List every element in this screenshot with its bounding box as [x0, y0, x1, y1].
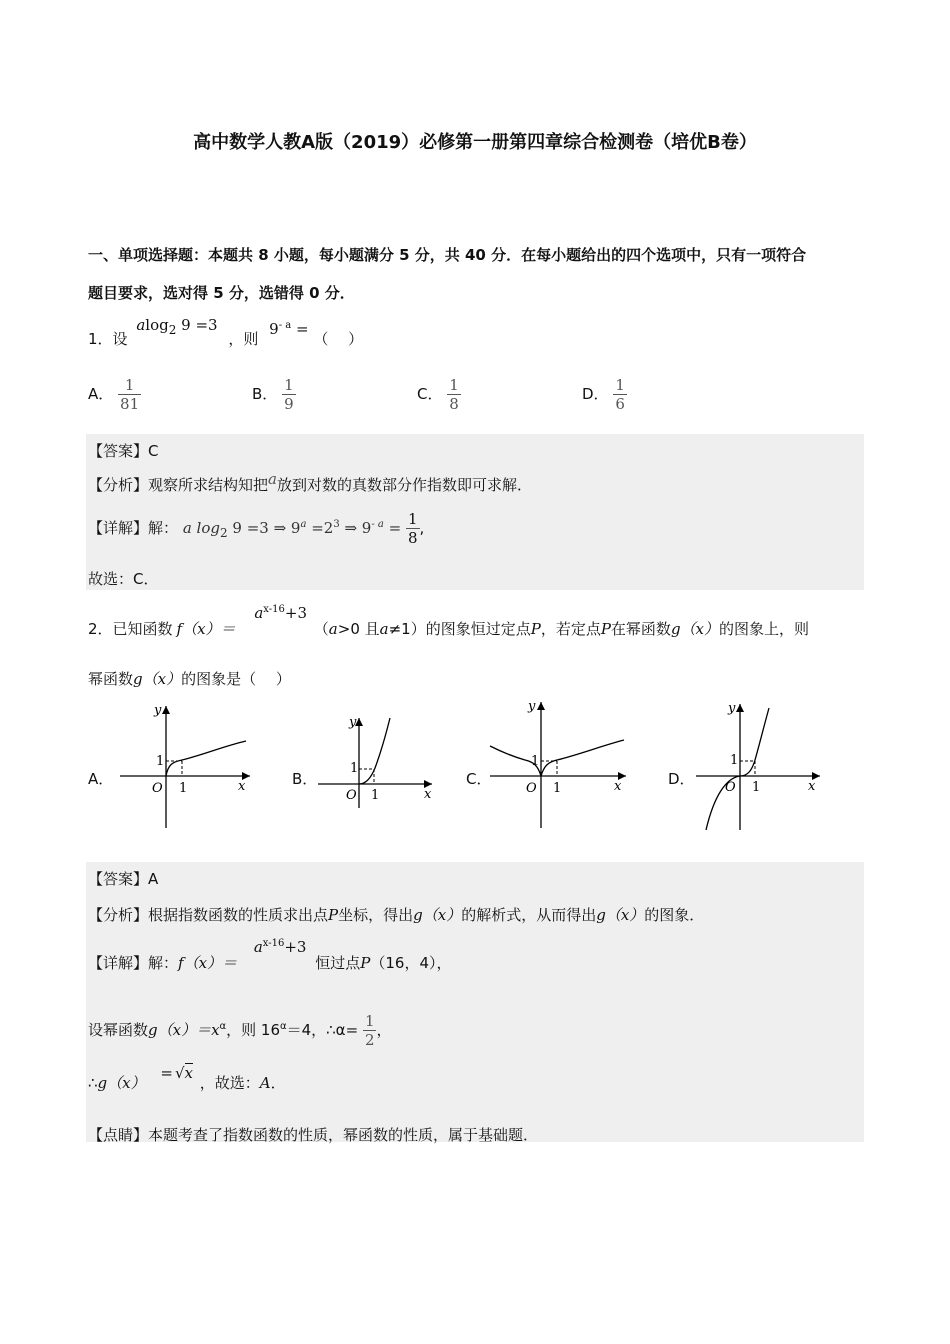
svg-text:1: 1 — [553, 781, 562, 796]
svg-text:1: 1 — [179, 781, 188, 796]
question-2-stem-line2: 幂函数g（x）的图象是（ ） — [88, 670, 291, 688]
svg-text:y: y — [728, 701, 736, 716]
svg-text:x: x — [424, 787, 432, 802]
target-expression: $9^{- a}$ = — [269, 320, 309, 338]
q1-option-b[interactable]: B． $\frac{1}{9}$ — [252, 376, 294, 413]
condition-formula: alog$_2$ 9 =3 — [136, 316, 218, 337]
q2-detail-result: ∴g（x） = √x ，故选：A． — [88, 1064, 286, 1092]
fraction: $\frac{1}{6}$ — [615, 376, 625, 413]
q2-answer: 【答案】A — [88, 870, 159, 888]
q1-option-d[interactable]: D． $\frac{1}{6}$ — [582, 376, 625, 413]
svg-text:O: O — [526, 781, 537, 796]
fraction: $\frac{1}{2}$ — [364, 1012, 375, 1049]
q1-conclusion: 故选：C． — [88, 570, 159, 588]
q2-option-b-label[interactable]: B． — [292, 770, 318, 788]
q1-option-a[interactable]: A． $\frac{1}{81}$ — [88, 376, 140, 413]
q2-option-d-graph[interactable] — [692, 698, 824, 834]
fraction: $\frac{1}{81}$ — [120, 376, 140, 413]
q2-option-c-label[interactable]: C． — [466, 770, 492, 788]
q2-detail: 【详解】解：$f(x)= a^{x-16}+3$ 恒过点P（16，4）， — [88, 938, 452, 972]
function-formula: $a^{x-16}+3$ — [254, 604, 307, 622]
fraction: $\frac{1}{8}$ — [449, 376, 459, 413]
section-header-line2: 题目要求，选对得 5 分，选错得 0 分． — [88, 284, 355, 302]
q2-option-b-graph[interactable] — [316, 712, 436, 810]
svg-text:1: 1 — [730, 753, 739, 768]
q2-option-d-label[interactable]: D． — [668, 770, 695, 788]
svg-text:1: 1 — [156, 754, 165, 769]
question-2-stem-line1: 2．已知函数 $f(x)= a^{x-16}+3$ （a>0 且a≠1）的图象恒过定点P，若定点P在幂函数g（x）的图象上，则 — [88, 604, 810, 638]
question-1-stem: 1．设 alog$_2$ 9 =3 ，则 $9^{- a}$ = （ ） — [88, 316, 364, 348]
svg-text:O: O — [725, 780, 736, 795]
svg-text:y: y — [528, 699, 536, 714]
section-header-line1: 一、单项选择题：本题共 8 小题，每小题满分 5 分，共 40 分．在每小题给出的四个选项中，只有一项符合 — [88, 246, 807, 264]
svg-text:y: y — [349, 715, 357, 730]
svg-text:y: y — [154, 703, 162, 718]
q2-option-a-graph[interactable] — [116, 700, 256, 832]
svg-text:1: 1 — [752, 780, 761, 795]
svg-text:x: x — [808, 779, 816, 794]
q2-option-a-label[interactable]: A． — [88, 770, 114, 788]
page-title: 高中数学人教A版（2019）必修第一册第四章综合检测卷（培优B卷） — [193, 132, 757, 153]
q2-point: 【点睛】本题考查了指数函数的性质，幂函数的性质，属于基础题． — [88, 1126, 539, 1144]
q2-detail-power: 设幂函数$g(x)=x^\alpha$，则 $16^\alpha=4$，∴α= $\frac{1}{2}$ ， — [88, 1012, 392, 1049]
svg-text:1: 1 — [350, 761, 359, 776]
svg-text:x: x — [614, 779, 622, 794]
svg-text:1: 1 — [531, 754, 540, 769]
q2-option-c-graph[interactable] — [486, 696, 632, 832]
svg-text:x: x — [238, 779, 246, 794]
q2-analysis: 【分析】根据指数函数的性质求出点P坐标，得出g（x）的解析式，从而得出g（x）的图象． — [88, 906, 705, 924]
fraction: $\frac{1}{9}$ — [284, 376, 294, 413]
q1-answer: 【答案】C — [88, 442, 159, 460]
svg-text:1: 1 — [371, 788, 380, 803]
question-number: 1．设 — [88, 330, 128, 348]
fraction: $\frac{1}{8}$ — [408, 510, 418, 547]
svg-text:O: O — [152, 781, 163, 796]
q1-analysis: 【分析】观察所求结构知把a放到对数的真数部分作指数即可求解． — [88, 470, 532, 494]
q1-detail: 【详解】解： a $\log_2 9 =3$ ⇒ $9^a =2^3$ ⇒ $9^{- a}$ = $\frac{1}{8}$ , — [88, 510, 425, 547]
q1-option-c[interactable]: C． $\frac{1}{8}$ — [417, 376, 459, 413]
sqrt-symbol: √ — [174, 1064, 185, 1082]
svg-text:O: O — [346, 788, 357, 803]
